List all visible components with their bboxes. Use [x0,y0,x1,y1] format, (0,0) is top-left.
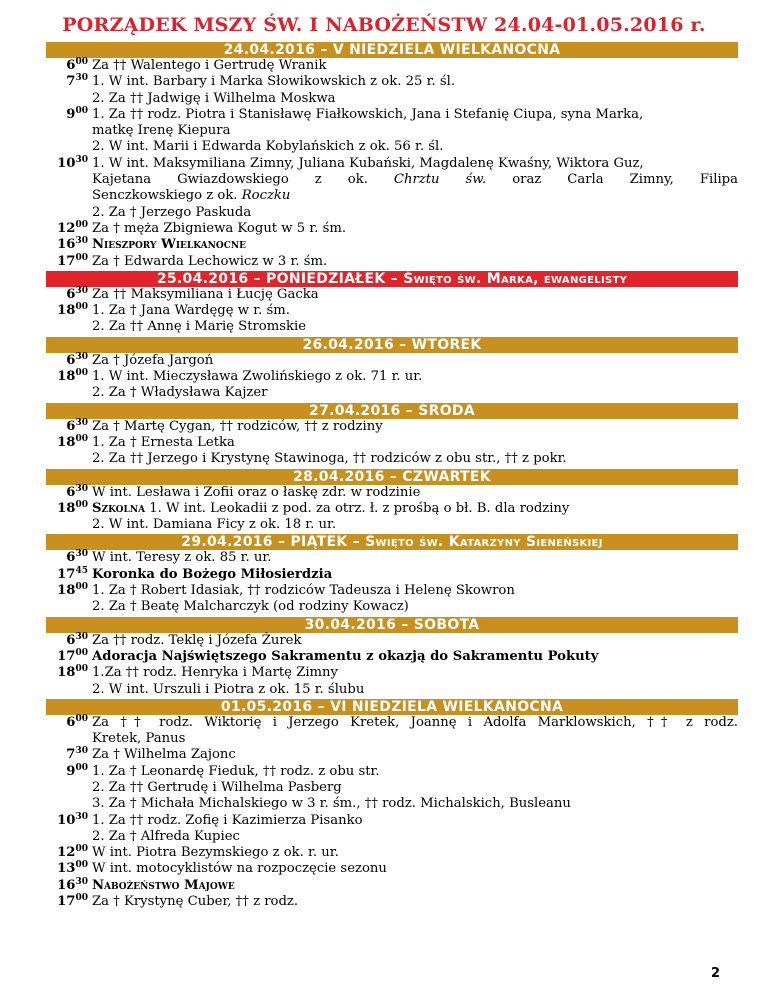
mass-time: $6^{30}$ [66,351,88,368]
mass-entry [46,58,738,74]
day-header: 25.04.2016 – PONIEDZIAŁEK – Święto św. Marka, ewangelisty [46,271,738,287]
mass-entry [46,485,738,501]
intention: 1.Za †† rodz. Henryka i Martę Zimny [92,665,338,681]
mass-time: $6^{00}$ [66,713,88,730]
intention: Za † Wilhelma Zajonc [92,747,236,763]
mass-time: $7^{30}$ [66,73,88,90]
mass-time: $18^{00}$ [57,664,88,681]
intention: 3. Za † Michała Michalskiego w 3 r. śm., †† rodz. Michalskich, Busleanu [92,796,571,812]
intention: 1. Za † Leonardę Fieduk, †† rodz. z obu str. [92,763,380,779]
day-header: 28.04.2016 – CZWARTEK [46,469,738,485]
mass-entry [46,633,738,649]
intention: Za †† Maksymiliana i Łucję Gacka [92,286,319,302]
mass-entry [46,353,738,369]
mass-entry [46,501,738,534]
mass-time: $9^{00}$ [66,105,88,122]
intention: Za † Edwarda Lechowicz w 3 r. śm. [92,253,328,269]
intention: W int. Teresy z ok. 85 r. ur. [92,550,272,566]
mass-time: $18^{00}$ [57,582,88,599]
mass-time: $6^{30}$ [66,631,88,648]
mass-time: $6^{30}$ [66,483,88,500]
intention: matkę Irenę Kiepura [92,123,231,139]
intention: Senczkowskiego z ok. Roczku [92,188,291,204]
day-header: 01.05.2016 – VI NIEDZIELA WIELKANOCNA [46,699,738,715]
intention: 1. Za †† rodz. Zofię i Kazimierza Pisanko [92,812,363,828]
mass-entry [46,287,738,303]
intention: Kajetana Gwiazdowskiego z ok. Chrztu św. oraz Carla Zimny, Filipa [92,172,738,188]
intention: 2. Za †† Jadwigę i Wilhelma Moskwa [92,90,336,106]
service-entry [46,649,738,665]
mass-entry [46,74,738,107]
mass-entry [46,303,738,336]
intention: 2. Za †† Gertrudę i Wilhelma Pasberg [92,779,342,795]
day-header: 29.04.2016 – PIĄTEK – Święto św. Katarzyny Sieneńskiej [46,534,738,550]
mass-time: $13^{00}$ [57,860,88,877]
intention: W int. Piotra Bezymskiego z ok. r. ur. [92,845,339,861]
intention: 2. W int. Urszuli i Piotra z ok. 15 r. ślubu [92,681,365,697]
mass-entry [46,813,738,846]
mass-time: $18^{00}$ [57,499,88,516]
intention: 2. W int. Damiana Ficy z ok. 18 r. ur. [92,517,337,533]
mass-time: $18^{00}$ [57,368,88,385]
mass-entry [46,845,738,861]
day-header: 30.04.2016 – SOBOTA [46,617,738,633]
mass-time: $6^{30}$ [66,285,88,302]
service-entry [46,237,738,253]
mass-entry [46,156,738,221]
mass-time: $17^{00}$ [57,252,88,269]
mass-entry [46,715,738,748]
day-header: 26.04.2016 – WTOREK [46,337,738,353]
intention: Za † Martę Cygan, †† rodziców, †† z rodziny [92,418,383,434]
intention: 2. Za † Władysława Kajzer [92,385,268,401]
mass-time: $7^{30}$ [66,746,88,763]
mass-time: $17^{00}$ [57,893,88,910]
service-name: Adoracja Najświętszego Sakramentu z okazją do Sakramentu Pokuty [92,648,599,664]
intention: 1. W int. Barbary i Marka Słowikowskich z ok. 25 r. śl. [92,74,456,90]
mass-entry [46,894,738,910]
page-title: PORZĄDEK MSZY ŚW. I NABOŻEŃSTW 24.04-01.05.2016 r. [62,14,706,36]
mass-time: $10^{30}$ [57,154,88,171]
mass-entry [46,221,738,237]
day-header: 27.04.2016 – ŚRODA [46,403,738,419]
intention: 2. W int. Marii i Edwarda Kobylańskich z ok. 56 r. śl. [92,139,444,155]
mass-entry [46,665,738,698]
mass-time: $12^{00}$ [57,219,88,236]
service-entry [46,878,738,894]
intention: 1. Za † Jana Wardęgę w r. śm. [92,303,290,319]
mass-time: $17^{00}$ [57,647,88,664]
mass-entry [46,369,738,402]
service-name: Nabożeństwo Majowe [92,877,235,893]
intention: 2. Za †† Jerzego i Krystynę Stawinoga, †† rodziców z obu str., †† z pokr. [92,451,567,467]
intention: Za †† rodz. Wiktorię i Jerzego Kretek, Joannę i Adolfa Marklowskich, †† z rodz. [92,714,738,730]
mass-entry [46,764,738,813]
intention: 1. W int. Mieczysława Zwolińskiego z ok. 71 r. ur. [92,369,423,385]
intention: 1. Za † Ernesta Letka [92,434,235,450]
intention: 2. Za † Jerzego Paskuda [92,204,252,220]
service-name: Nieszpory Wielkanocne [92,237,246,253]
mass-time: $16^{30}$ [57,236,88,253]
mass-time: $6^{30}$ [66,549,88,566]
mass-time: $10^{30}$ [57,811,88,828]
mass-time: $6^{30}$ [66,417,88,434]
intention: Za † Krystynę Cuber, †† z rodz. [92,894,299,910]
intention: 1. Za †† rodz. Piotra i Stanisławę Fiałkowskich, Jana i Stefanię Ciupa, syna Marka, [92,106,644,122]
intention: 1. W int. Maksymiliana Zimny, Juliana Kubański, Magdalenę Kwaśny, Wiktora Guz, [92,155,644,171]
mass-time: $17^{45}$ [57,565,88,582]
mass-time: $12^{00}$ [57,844,88,861]
intention: 2. Za † Beatę Malcharczyk (od rodziny Kowacz) [92,599,409,615]
mass-time: $18^{00}$ [57,433,88,450]
intention: Za †† rodz. Teklę i Józefa Żurek [92,632,302,648]
mass-entry [46,107,738,156]
mass-time: $16^{30}$ [57,876,88,893]
page-number: 2 [710,966,720,981]
intention: Za †† Walentego i Gertrudę Wranik [92,58,327,73]
service-entry [46,567,738,583]
intention: W int. motocyklistów na rozpoczęcie sezonu [92,861,387,877]
mass-entry [46,550,738,566]
service-name: Koronka do Bożego Miłosierdzia [92,566,333,582]
intention: W int. Lesława i Zofii oraz o łaskę zdr. w rodzinie [92,484,421,500]
mass-entry [46,254,738,270]
mass-entry [46,861,738,877]
intention: Szkolna 1. W int. Leokadii z pod. za otrz. ł. z prośbą o bł. B. dla rodziny [92,500,570,516]
intention: 1. Za † Robert Idasiak, †† rodziców Tadeusza i Helenę Skowron [92,583,515,599]
intention: Za † Józefa Jargoń [92,352,214,368]
mass-entry [46,419,738,435]
intention: 2. Za †† Annę i Marię Stromskie [92,319,307,335]
mass-entry [46,435,738,468]
mass-time: $18^{00}$ [57,302,88,319]
day-header: 24.04.2016 – V NIEDZIELA WIELKANOCNA [46,42,738,58]
intention: Kretek, Panus [92,731,186,747]
intention: 2. Za † Alfreda Kupiec [92,828,240,844]
mass-entry [46,747,738,763]
intention: Za † męża Zbigniewa Kogut w 5 r. śm. [92,220,347,236]
mass-time: $6^{00}$ [66,57,88,73]
mass-schedule [46,41,738,910]
mass-time: $9^{00}$ [66,762,88,779]
mass-entry [46,583,738,616]
